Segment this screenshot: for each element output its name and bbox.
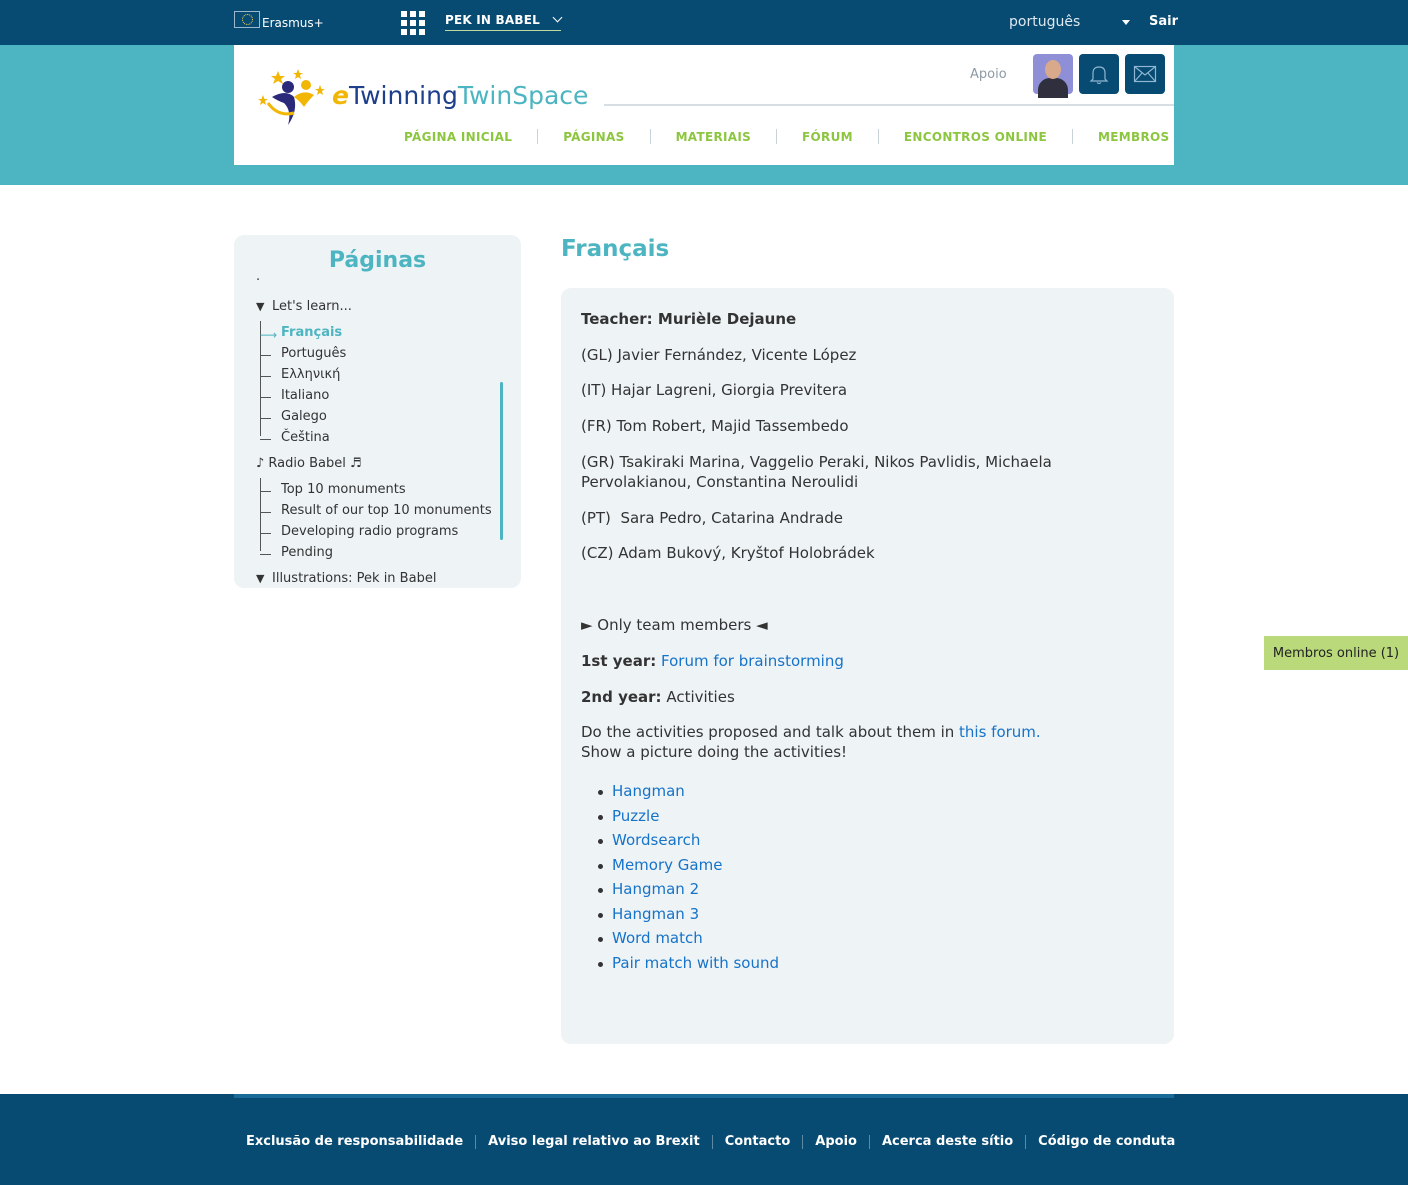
activity-link-hangman[interactable]: Hangman (612, 782, 685, 800)
top-bar (0, 0, 1408, 45)
year2-label: 2nd year: (581, 688, 662, 706)
footer-link-support[interactable]: Apoio (815, 1134, 857, 1149)
tree-item-label: Čeština (281, 430, 330, 445)
page-content (561, 288, 1174, 1044)
tree-section-illustrations[interactable] (256, 571, 436, 586)
list-item (597, 926, 779, 951)
group-it: (IT) Hajar Lagreni, Giorgia Previtera (581, 381, 848, 399)
sidebar-scrollbar[interactable] (500, 382, 503, 540)
group-cz: (CZ) Adam Bukový, Kryštof Holobrádek (581, 544, 875, 562)
year1-label: 1st year: (581, 652, 657, 670)
page-title: Français (561, 236, 670, 262)
tree-item-label: Ελληνική (281, 367, 341, 382)
activity-link-memory-game[interactable]: Memory Game (612, 855, 723, 874)
erasmus-logo[interactable] (234, 13, 324, 33)
nav-pages[interactable]: PÁGINAS (563, 129, 625, 144)
etwinning-logo[interactable] (258, 67, 589, 127)
tree-item-result-top-10[interactable] (260, 503, 492, 518)
pages-tree[interactable] (256, 273, 511, 588)
pages-sidebar (234, 235, 521, 588)
chevron-down-icon (553, 12, 563, 22)
tree-item-portugues[interactable] (260, 346, 346, 361)
section-label: ♪ Radio Babel ♬ (256, 456, 362, 471)
footer-divider (234, 1094, 1174, 1098)
messages-button[interactable] (1125, 54, 1165, 94)
list-item (597, 779, 779, 804)
nav-separator (1072, 129, 1073, 144)
activity-link-hangman-2[interactable]: Hangman 2 (612, 880, 700, 898)
list-item (597, 902, 779, 927)
tree-item-label: Developing radio programs (281, 524, 459, 539)
tree-item-cestina[interactable] (260, 430, 330, 445)
notifications-button[interactable] (1079, 54, 1119, 94)
group-gl: (GL) Javier Fernández, Vicente López (581, 346, 857, 364)
group-pt: (PT) Sara Pedro, Catarina Andrade (581, 509, 844, 527)
section-label: Let's learn... (272, 299, 352, 314)
main-nav (404, 129, 1169, 144)
footer-separator (1025, 1135, 1026, 1149)
nav-forum[interactable]: FÓRUM (802, 129, 853, 144)
tree-item-label: Top 10 monuments (281, 482, 406, 497)
activity-link-puzzle[interactable]: Puzzle (612, 806, 660, 825)
nav-materials[interactable]: MATERIAIS (675, 129, 752, 144)
activities-text-2: Show a picture doing the activities! (581, 743, 848, 761)
header-divider (604, 104, 1174, 106)
footer-separator (475, 1135, 476, 1149)
year2-line (581, 687, 1171, 707)
etwinning-emblem-icon (258, 67, 328, 127)
tree-item-radio-programs[interactable] (260, 524, 458, 539)
dropdown-arrow-icon (1122, 20, 1130, 25)
activities-intro (581, 722, 1171, 762)
logo-prefix: e (332, 81, 349, 110)
forum-brainstorming-link[interactable]: Forum for brainstorming (661, 652, 844, 670)
nav-separator (878, 129, 879, 144)
activity-link-hangman-3[interactable]: Hangman 3 (612, 904, 700, 923)
tree-item-label: Português (281, 346, 347, 361)
activity-link-wordsearch[interactable]: Wordsearch (612, 831, 701, 849)
group-gr: (GR) Tsakiraki Marina, Vaggelio Peraki, Nikos Pavlidis, Michaela Pervolakianou, Constantina Neroulidi (581, 453, 1052, 491)
language-value: português (1009, 14, 1081, 30)
year2-text: Activities (666, 688, 735, 706)
list-item (597, 853, 779, 878)
footer-nav (246, 1134, 1175, 1149)
tree-item-label: Pending (281, 545, 333, 560)
only-team-members: ► Only team members ◄ (581, 616, 768, 634)
footer-separator (802, 1135, 803, 1149)
tree-section-radio-babel[interactable] (256, 456, 362, 471)
expand-triangle-icon: ▼ (256, 572, 265, 585)
user-avatar[interactable] (1033, 54, 1073, 94)
footer (0, 1094, 1408, 1185)
footer-link-brexit[interactable]: Aviso legal relativo ao Brexit (488, 1134, 700, 1149)
tree-item-label: Italiano (281, 388, 330, 403)
tree-item-galego[interactable] (260, 409, 327, 424)
logo-word-twinspace: TwinSpace (457, 81, 589, 110)
tree-item-pending[interactable] (260, 545, 333, 560)
logo-title (332, 81, 588, 110)
header-card (234, 45, 1174, 165)
group-fr: (FR) Tom Robert, Majid Tassembedo (581, 417, 849, 435)
eu-flag-icon (234, 11, 260, 28)
tree-item-top-10[interactable] (260, 482, 406, 497)
tree-item-greek[interactable] (260, 367, 340, 382)
activity-list (597, 779, 779, 975)
year1-line (581, 651, 1171, 671)
tree-section-lets-learn[interactable] (256, 299, 352, 314)
tree-item-italiano[interactable] (260, 388, 329, 403)
tree-row-clipped: · (256, 273, 261, 288)
bell-icon (1088, 63, 1110, 85)
expand-triangle-icon: ▼ (256, 300, 265, 313)
footer-link-disclaimer[interactable]: Exclusão de responsabilidade (246, 1134, 464, 1149)
activity-link-pair-match[interactable]: Pair match with sound (612, 953, 779, 972)
tree-item-francais[interactable] (260, 325, 342, 340)
support-link[interactable]: Apoio (970, 67, 1007, 82)
list-item (597, 804, 779, 829)
footer-separator (712, 1135, 713, 1149)
footer-separator (869, 1135, 870, 1149)
nav-members[interactable]: MEMBROS (1098, 129, 1170, 144)
online-members-tab[interactable]: Membros online (1) (1264, 636, 1408, 670)
logout-link[interactable]: Sair (1149, 14, 1179, 29)
active-arrow-icon: ⟶ (260, 328, 278, 342)
activities-text: Do the activities proposed and talk about them in (581, 723, 955, 741)
apps-grid-icon[interactable] (401, 11, 425, 35)
project-name: PEK IN BABEL (445, 13, 540, 27)
language-select[interactable] (1009, 14, 1134, 30)
nav-separator (650, 129, 651, 144)
nav-separator (537, 129, 538, 144)
logo-word-twinning: Twinning (348, 81, 458, 110)
list-item (597, 828, 779, 853)
teacher-line: Teacher: Murièle Dejaune (581, 310, 797, 328)
nav-online-meetings[interactable]: ENCONTROS ONLINE (903, 129, 1048, 144)
nav-home[interactable]: PÁGINA INICIAL (404, 129, 513, 144)
sidebar-title: Páginas (328, 248, 427, 273)
footer-link-code-of-conduct[interactable]: Código de conduta (1038, 1134, 1176, 1149)
tree-item-label: Result of our top 10 monuments (281, 503, 492, 518)
mail-icon (1133, 64, 1157, 84)
activity-link-word-match[interactable]: Word match (612, 929, 703, 947)
footer-link-about[interactable]: Acerca deste sítio (881, 1134, 1014, 1149)
section-label: Illustrations: Pek in Babel (272, 571, 437, 586)
footer-link-contact[interactable]: Contacto (724, 1134, 791, 1149)
tree-item-label: Français (281, 325, 343, 340)
erasmus-label: Erasmus+ (262, 16, 324, 30)
list-item (597, 877, 779, 902)
this-forum-link[interactable]: this forum. (959, 723, 1041, 741)
list-item (597, 951, 779, 976)
project-selector[interactable] (445, 13, 561, 31)
tree-item-label: Galego (281, 409, 327, 424)
nav-separator (776, 129, 777, 144)
